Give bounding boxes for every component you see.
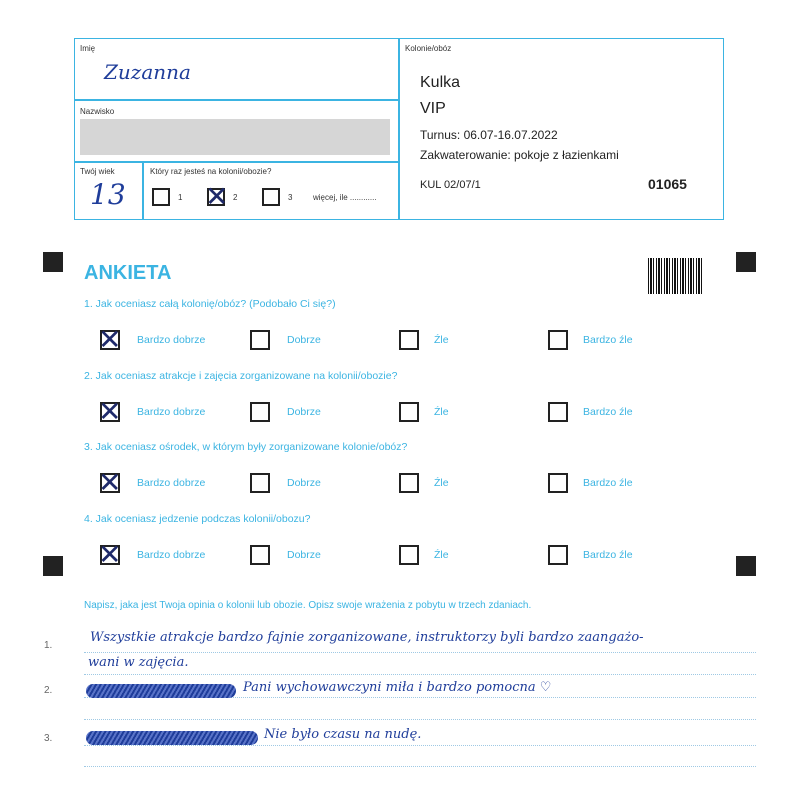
kolonia-type: VIP (420, 100, 446, 117)
line-number: 2. (44, 685, 53, 696)
times-option-2: 2 (233, 193, 238, 202)
times-checkbox-1[interactable] (152, 188, 170, 206)
ktory-raz-label: Który raz jesteś na kolonii/obozie? (150, 167, 272, 176)
rating-checkbox[interactable] (548, 473, 568, 493)
imie-label: Imię (80, 44, 96, 53)
rating-option-label: Źle (434, 549, 449, 561)
rating-option-label: Bardzo dobrze (137, 406, 206, 418)
rating-checkbox[interactable] (250, 330, 270, 350)
rating-checkbox[interactable] (250, 545, 270, 565)
divider (142, 161, 144, 220)
divider (74, 161, 399, 163)
rating-option-label: Dobrze (287, 406, 321, 418)
wiecej-label: więcej, ile ............ (313, 193, 377, 202)
rating-option-label: Bardzo dobrze (137, 477, 206, 489)
check-mark-icon: ✕ (205, 180, 229, 213)
rating-option-label: Bardzo źle (583, 334, 633, 346)
kolonia-name: Kulka (420, 74, 461, 91)
rating-option-label: Bardzo źle (583, 549, 633, 561)
registration-marker (43, 556, 63, 576)
rating-checkbox[interactable] (399, 330, 419, 350)
answer-line-2: Pani wychowawczyni miła i bardzo pomocna ♡ (243, 680, 552, 695)
answer-line-3: Nie było czasu na nudę. (264, 727, 422, 742)
rating-option-label: Bardzo źle (583, 477, 633, 489)
rating-checkbox[interactable] (399, 402, 419, 422)
registration-marker (43, 252, 63, 272)
rating-checkbox[interactable] (548, 545, 568, 565)
rating-option-label: Bardzo dobrze (137, 549, 206, 561)
crossed-out-scribble (86, 731, 258, 745)
check-mark-icon: ✕ (98, 466, 122, 499)
check-mark-icon: ✕ (98, 323, 122, 356)
registration-marker (736, 556, 756, 576)
answer-line-1a: Wszystkie atrakcje bardzo fajnie zorganizowane, instruktorzy byli bardzo zaangażo- (90, 630, 644, 645)
answer-line (84, 745, 756, 746)
answer-line (84, 674, 756, 675)
colony-code: KUL 02/07/1 (420, 179, 481, 191)
answer-line (84, 719, 756, 720)
line-number: 3. (44, 733, 53, 744)
rating-option-label: Dobrze (287, 477, 321, 489)
rating-option-label: Dobrze (287, 334, 321, 346)
question-4: 4. Jak oceniasz jedzenie podczas kolonii/obozu? (84, 513, 311, 525)
times-option-1: 1 (178, 193, 183, 202)
answer-line (84, 766, 756, 767)
zakwaterowanie: Zakwaterowanie: pokoje z łazienkami (420, 148, 619, 162)
rating-checkbox[interactable] (399, 545, 419, 565)
question-1: 1. Jak oceniasz całą kolonię/obóz? (Podobało Ci się?) (84, 298, 336, 310)
rating-option-label: Bardzo źle (583, 406, 633, 418)
divider (74, 99, 399, 101)
opinion-prompt: Napisz, jaka jest Twoja opinia o kolonii lub obozie. Opisz swoje wrażenia z pobytu w trzech zdaniach. (84, 600, 532, 611)
rating-option-label: Źle (434, 334, 449, 346)
rating-option-label: Źle (434, 477, 449, 489)
survey-title: ANKIETA (84, 262, 172, 284)
rating-option-label: Dobrze (287, 549, 321, 561)
times-option-3: 3 (288, 193, 293, 202)
line-number: 1. (44, 640, 53, 651)
rating-checkbox[interactable] (250, 402, 270, 422)
nazwisko-label: Nazwisko (80, 107, 115, 116)
crossed-out-scribble (86, 684, 236, 698)
check-mark-icon: ✕ (98, 395, 122, 428)
answer-line (84, 652, 756, 653)
registration-marker (736, 252, 756, 272)
rating-checkbox[interactable] (548, 402, 568, 422)
form-number: 01065 (648, 176, 687, 192)
question-3: 3. Jak oceniasz ośrodek, w którym były zorganizowane kolonie/obóz? (84, 441, 408, 453)
rating-checkbox[interactable] (399, 473, 419, 493)
times-checkbox-3[interactable] (262, 188, 280, 206)
imie-value: Zuzanna (104, 60, 191, 84)
answer-line-1b: wani w zajęcia. (88, 655, 189, 670)
check-mark-icon: ✕ (98, 538, 122, 571)
rating-option-label: Bardzo dobrze (137, 334, 206, 346)
rating-checkbox[interactable] (548, 330, 568, 350)
nazwisko-redacted-field (80, 119, 390, 155)
divider (398, 38, 400, 220)
rating-option-label: Źle (434, 406, 449, 418)
kolonia-label: Kolonie/obóz (405, 44, 452, 53)
turnus: Turnus: 06.07-16.07.2022 (420, 128, 558, 142)
question-2: 2. Jak oceniasz atrakcje i zajęcia zorganizowane na kolonii/obozie? (84, 370, 398, 382)
wiek-label: Twój wiek (80, 167, 115, 176)
barcode-icon (648, 258, 702, 294)
rating-checkbox[interactable] (250, 473, 270, 493)
wiek-value: 13 (90, 178, 126, 211)
